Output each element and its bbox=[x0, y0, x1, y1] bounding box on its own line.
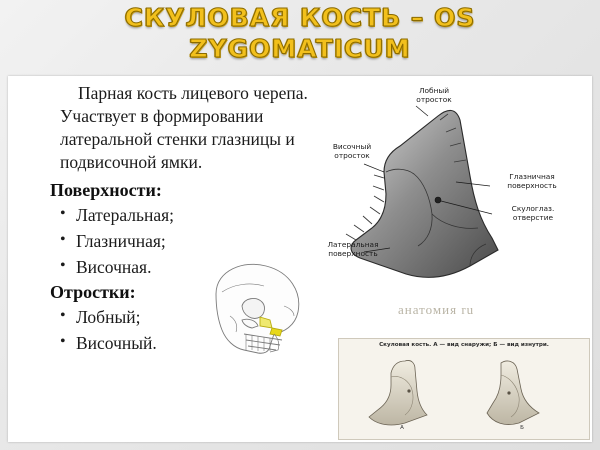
content-panel bbox=[8, 76, 592, 442]
section-heading-processes: Отростки: bbox=[50, 282, 136, 302]
section-heading-surfaces: Поверхности: bbox=[50, 180, 162, 200]
list-item: • Глазничная; bbox=[58, 228, 318, 254]
bottom-figure-svg bbox=[339, 339, 589, 439]
slide-title bbox=[0, 2, 600, 74]
bottom-figure bbox=[338, 338, 590, 440]
label-temporal-process: Височный отросток bbox=[332, 142, 372, 160]
list-item: • Височная. bbox=[58, 254, 318, 280]
slide-title-line-2: ZYGOMATICUM bbox=[189, 34, 411, 63]
slide-title-line-1: СКУЛОВАЯ КОСТЬ – OS bbox=[124, 3, 476, 32]
label-zygomaticoorbital-foramen: Скулоглаз. отверстие bbox=[511, 204, 555, 222]
intro-paragraph: Парная кость лицевого черепа. Участвует в формировании латеральной стенки глазницы и подвисочной ямки. bbox=[60, 83, 308, 172]
list-item: • Височный. bbox=[58, 330, 318, 356]
sub-label-a: А bbox=[400, 425, 404, 431]
label-lateral-surface: Латеральная поверхность bbox=[327, 240, 379, 258]
list-item: • Лобный; bbox=[58, 304, 318, 330]
zygomatic-bone-detail-image bbox=[320, 80, 588, 338]
label-frontal-process: Лобный отросток bbox=[416, 86, 452, 104]
label-orbital-surface: Глазничная поверхность bbox=[507, 172, 557, 190]
bottom-figure-caption: Скуловая кость. А — вид снаружи; Б — вид изнутри. bbox=[379, 342, 549, 348]
watermark-text: анатомия ru bbox=[398, 302, 475, 317]
list-item: • Латеральная; bbox=[58, 202, 318, 228]
sub-label-b: Б bbox=[520, 425, 524, 431]
skull-svg bbox=[186, 254, 326, 369]
skull-lateral-view-image bbox=[186, 254, 326, 369]
